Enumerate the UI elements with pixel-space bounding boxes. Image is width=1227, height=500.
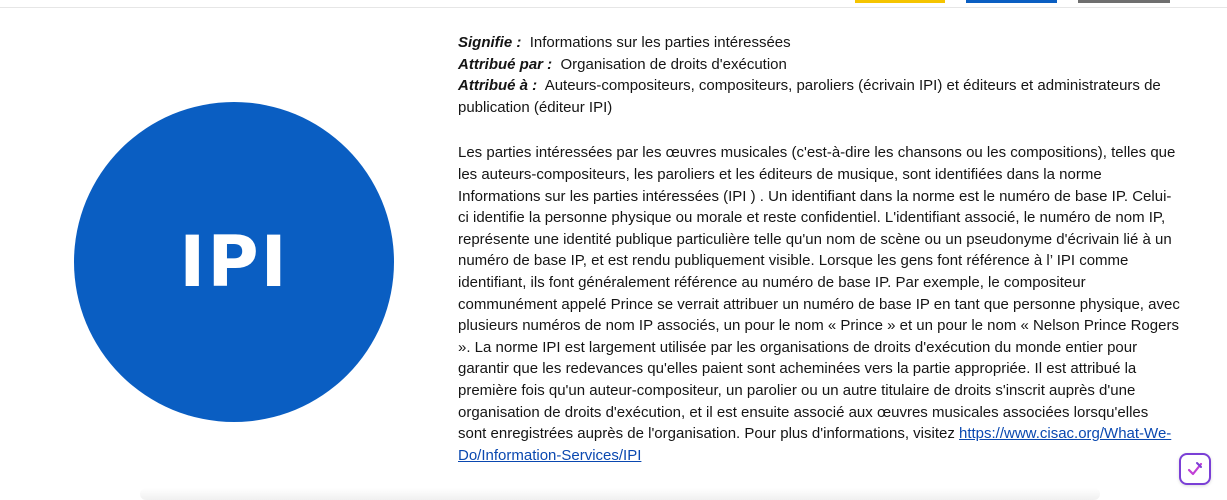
nav-tab-gray[interactable]	[1078, 0, 1170, 3]
meta-label: Signifie :	[458, 34, 522, 51]
meta-value: Organisation de droits d'exécution	[560, 55, 787, 73]
top-navigation-bar	[0, 0, 1227, 8]
meta-value: Informations sur les parties intéressées	[529, 34, 791, 51]
meta-row-meaning	[458, 32, 1180, 54]
body-paragraph	[458, 142, 1180, 466]
meta-label: Attribué à :	[458, 77, 538, 95]
meta-row-assigned-by	[458, 54, 1180, 76]
bottom-shadow-divider	[140, 488, 1100, 500]
meta-label: Attribué par :	[458, 55, 553, 73]
ipi-description	[458, 32, 1180, 466]
ipi-logo-text: IPI	[179, 221, 289, 303]
edit-widget-button[interactable]	[1179, 453, 1211, 485]
edit-check-icon	[1185, 459, 1205, 479]
meta-value: Auteurs-compositeurs, compositeurs, paroliers (écrivain IPI) et éditeurs et administrateurs de publication (éditeur IPI)	[458, 77, 1161, 116]
meta-row-assigned-to	[458, 75, 1180, 118]
nav-tab-yellow[interactable]	[855, 0, 945, 3]
cisac-link[interactable]: https://www.cisac.org/What-We-Do/Information-Services/IPI	[458, 425, 1172, 464]
ipi-logo-circle	[74, 102, 394, 422]
nav-tab-blue[interactable]	[966, 0, 1057, 3]
body-text: Les parties intéressées par les œuvres musicales (c'est-à-dire les chansons ou les compositions), telles que les auteurs-compositeurs, les paroliers et les éditeurs de musique, sont identifiées dans la norme Informations sur les parties intéressées (IPI ) . Un identifiant dans la norme est le numéro de base IP. Celui-ci identifie la personne physique ou morale et reste confidentiel. L'identifiant associé, le numéro de nom IP, représente une identité publique particulière telle qu'un nom de scène ou un pseudonyme d'écrivain lié à un numéro de base IP, et est rendu publiquement visible. Lorsque les gens font référence à l’ IPI comme identifiant, ils font généralement référence au numéro de base IP. Par exemple, le compositeur communément appelé Prince se verrait attribuer un numéro de base IP en tant que personne physique, avec plusieurs numéros de nom IP associés, un pour le nom « Prince » et un pour le nom « Nelson Prince Rogers ». La norme IPI est largement utilisée par les organisations de droits d'exécution du monde entier pour garantir que les redevances qu'elles paient sont acheminées vers la partie appropriée. Il est attribué la première fois qu'un auteur-compositeur, un parolier ou un autre titulaire de droits s'inscrit auprès d'une organisation de droits d'exécution, et il est ensuite associé aux œuvres musicales associées lorsqu'elles sont enregistrées auprès de l'organisation. Pour plus d'informations, visitez	[458, 144, 1180, 443]
